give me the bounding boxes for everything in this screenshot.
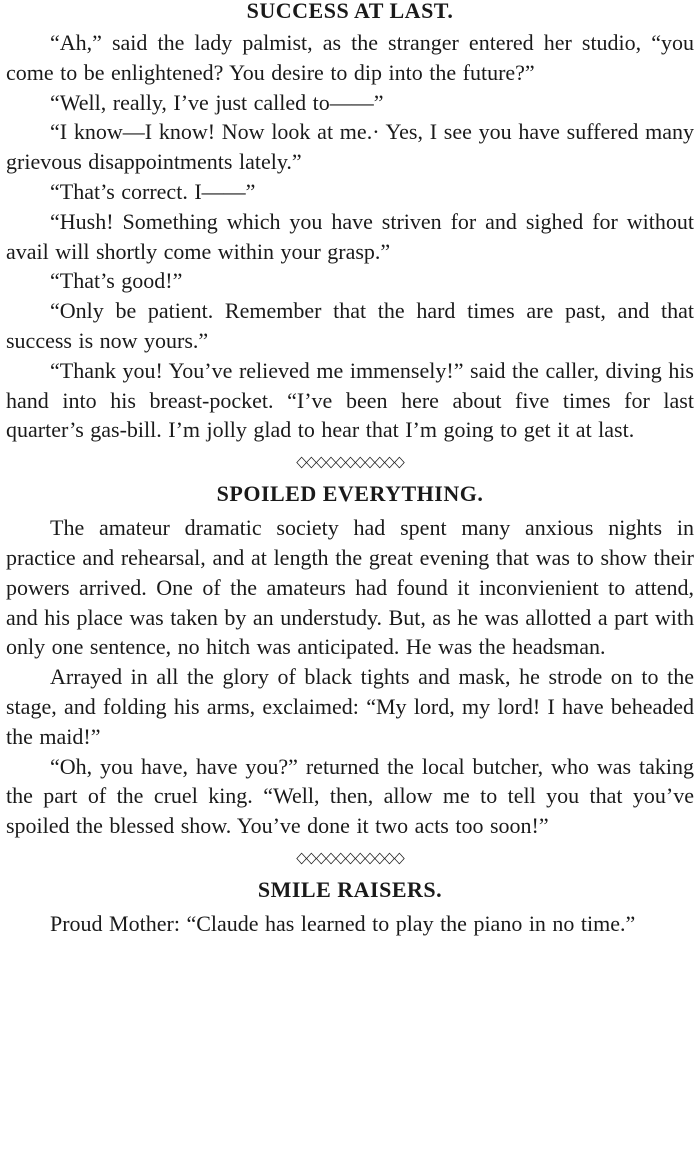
- paragraph: “I know—I know! Now look at me.· Yes, I see you have suffered many grievous disappointments lately.”: [6, 119, 694, 175]
- paragraph: “Thank you! You’ve relieved me immensely!” said the caller, diving his hand into his breast-pocket. “I’ve been here about five times for last quarter’s gas-bill. I’m jolly glad to hear that I’m going to get it at last.: [6, 357, 694, 443]
- diamond-ornament-icon: ◇◇◇◇◇◇◇◇◇◇◇: [296, 454, 404, 471]
- paragraph: “Hush! Something which you have striven for and sighed for without avail will shortly come within your grasp.”: [6, 208, 694, 264]
- section-smile-raisers: [6, 877, 694, 939]
- section-title: SMILE RAISERS.: [257, 876, 443, 902]
- paragraph: Arrayed in all the glory of black tights and mask, he strode on to the stage, and folding his arms, exclaimed: “My lord, my lord! I have beheaded the maid!”: [6, 664, 694, 749]
- section-title: SUCCESS AT LAST.: [246, 0, 454, 23]
- section-success-at-last: [6, 0, 694, 445]
- paragraph: “That’s good!”: [50, 268, 183, 294]
- paragraph: “Oh, you have, have you?” returned the local butcher, who was taking the part of the cruel king. “Well, then, allow me to tell you that you’ve spoiled the blessed show. You’ve done it two acts too soon!”: [6, 753, 694, 839]
- ornament-divider: [6, 849, 694, 869]
- paragraph: Proud Mother: “Claude has learned to play the piano in no time.”: [50, 910, 636, 936]
- paragraph: “That’s correct. I——”: [50, 178, 256, 204]
- section-spoiled-everything: [6, 481, 694, 841]
- paragraph: “Ah,” said the lady palmist, as the stranger entered her studio, “you come to be enlightened? You desire to dip into the future?”: [6, 30, 694, 85]
- ornament-divider: [6, 453, 694, 473]
- paragraph: “Well, really, I’ve just called to——”: [50, 89, 384, 115]
- paragraph: The amateur dramatic society had spent many anxious nights in practice and rehearsal, and at length the great evening that was to show their powers arrived. One of the amateurs had found it inconvienient to attend, and his place was taken by an understudy. But, as he was allotted a part with only one sentence, no hitch was anticipated. He was the headsman.: [6, 515, 694, 660]
- paragraph: “Only be patient. Remember that the hard times are past, and that success is now yours.”: [6, 298, 694, 353]
- section-title: SPOILED EVERYTHING.: [216, 481, 484, 507]
- diamond-ornament-icon: ◇◇◇◇◇◇◇◇◇◇◇: [296, 850, 404, 867]
